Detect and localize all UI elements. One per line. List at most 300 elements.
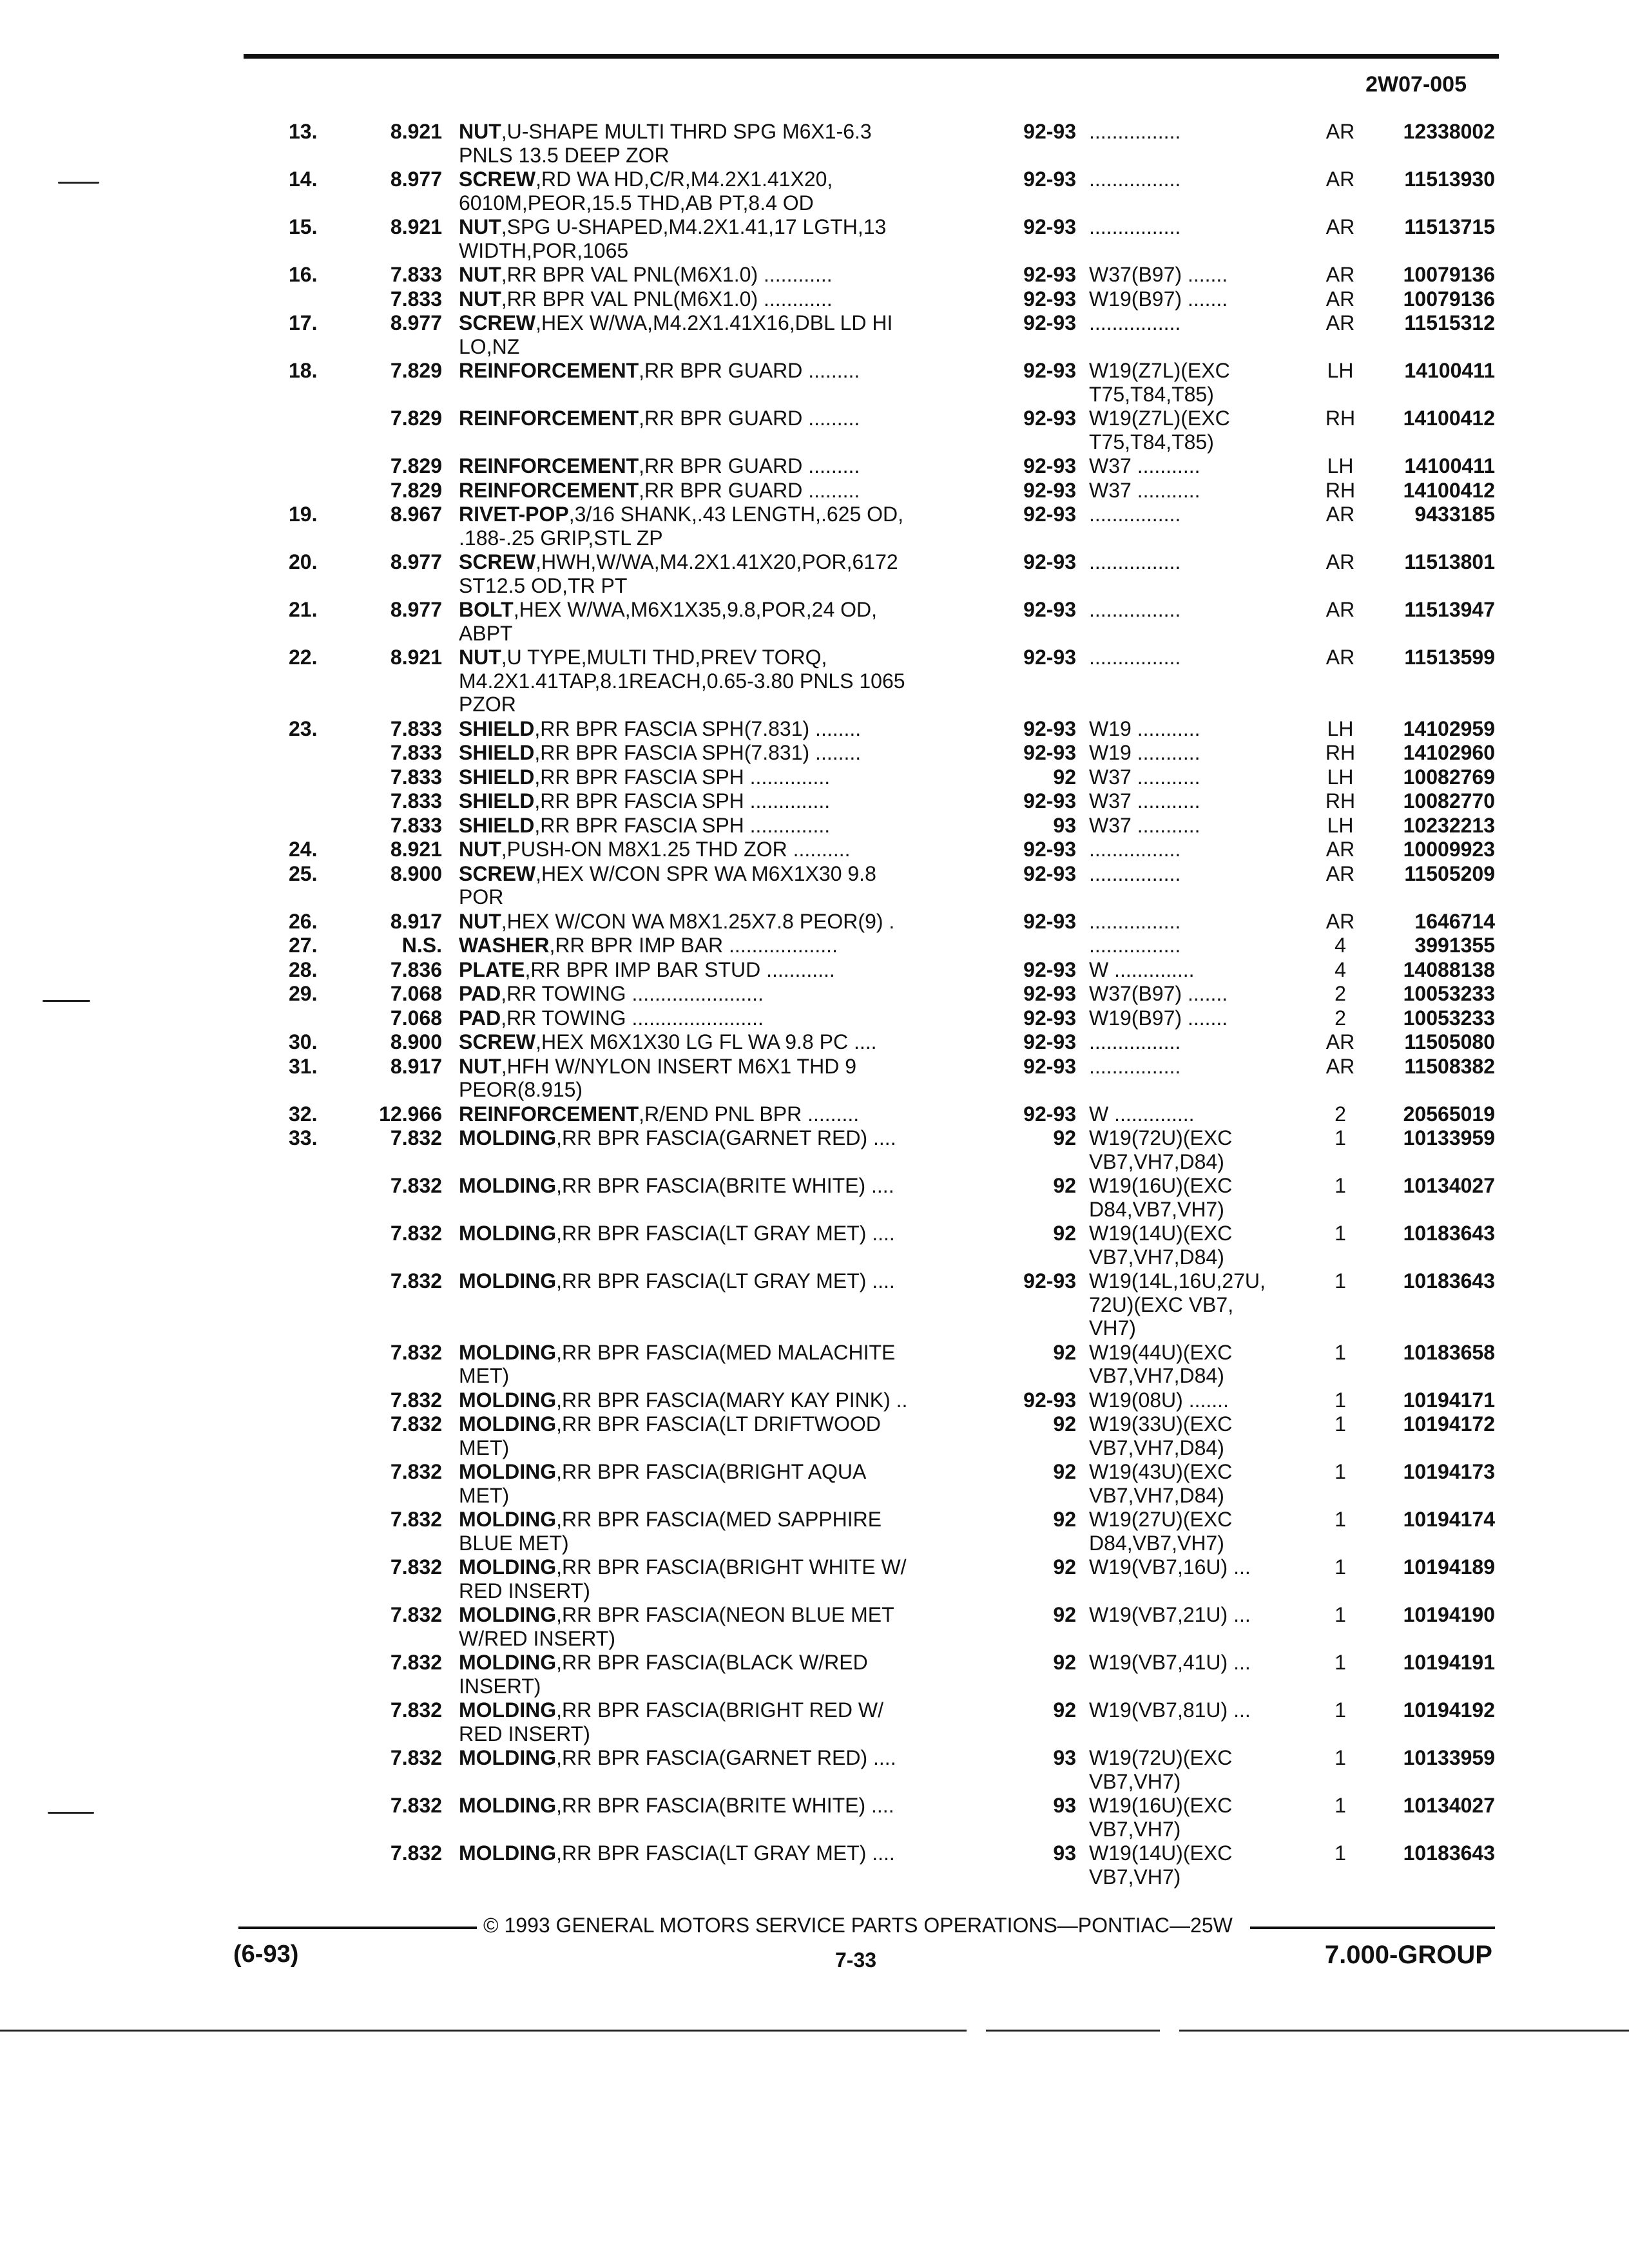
side-or-quantity: AR [1325,909,1355,933]
parts-row [0,550,1629,598]
model-code: W37 ........... [1089,478,1200,502]
page-number: 7-33 [835,1948,877,1972]
part-detail: ,RR BPR FASCIA(LT GRAY MET) .... [556,1222,895,1245]
group-number: 8.917 [390,909,442,933]
model-years: 92-93 [1023,598,1076,621]
side-or-quantity: 2 [1335,982,1346,1005]
part-name: MOLDING [459,1222,557,1245]
part-number: 14100412 [1403,407,1495,430]
item-number: 31. [289,1054,318,1078]
model-code: ................ [1089,215,1181,238]
side-or-quantity: RH [1325,741,1356,764]
model-code: W37(B97) ....... [1089,263,1228,286]
part-description [459,1055,1007,1102]
model-code-continued: D84,VB7,VH7) [1089,1197,1224,1221]
part-name: SHIELD [459,813,535,837]
side-or-quantity: LH [1327,359,1354,382]
part-description [459,1555,1007,1602]
side-or-quantity: 1 [1335,1126,1346,1149]
part-description [459,862,1007,909]
part-detail: ,RR BPR IMP BAR ................... [549,934,838,957]
part-detail: ,RR BPR FASCIA SPH .............. [534,789,831,812]
model-usage [1089,862,1321,886]
model-years: 92-93 [1023,1006,1076,1030]
model-code: ................ [1089,503,1181,526]
part-name: MOLDING [459,1340,557,1364]
parts-row [0,910,1629,934]
group-number: 7.832 [390,1603,442,1626]
part-detail-continued: BLUE MET) [459,1531,569,1555]
item-number: 18. [289,359,318,382]
parts-row [0,1269,1629,1341]
model-years: 93 [1053,1841,1076,1865]
part-description [459,550,1007,597]
part-number: 11513947 [1404,598,1495,621]
part-name: SCREW [459,550,536,573]
part-description [459,598,1007,645]
model-code-continued: VB7,VH7,D84) [1089,1364,1224,1387]
model-years: 92-93 [1023,861,1076,885]
model-years: 92-93 [1023,716,1076,740]
group-number: 7.068 [390,982,442,1005]
part-number: 11513715 [1404,215,1495,238]
part-description [459,814,1007,838]
model-usage [1089,1508,1321,1555]
item-number: 20. [289,550,318,573]
group-number: 7.832 [390,1698,442,1722]
part-detail: ,RR TOWING ....................... [501,1006,764,1030]
model-code: W19(16U)(EXC [1089,1174,1233,1197]
part-detail: ,RR BPR FASCIA(BLACK W/RED [556,1651,868,1674]
part-number: 11508382 [1404,1054,1495,1078]
model-years: 92-93 [1023,982,1076,1005]
part-description [459,982,1007,1006]
group-number: 7.833 [390,765,442,789]
model-years: 92 [1053,1508,1076,1531]
item-number: 27. [289,934,318,957]
model-code-continued: 72U)(EXC VB7, [1089,1293,1234,1316]
side-or-quantity: 1 [1335,1174,1346,1197]
model-years: 92-93 [1023,454,1076,477]
part-name: NUT [459,646,501,669]
part-name: NUT [459,120,501,143]
model-usage [1089,789,1321,813]
parts-row [0,1508,1629,1555]
part-name: NUT [459,838,501,861]
part-name: MOLDING [459,1555,557,1579]
part-number: 10194172 [1403,1412,1495,1436]
model-code-continued: VB7,VH7,D84) [1089,1149,1224,1173]
part-detail: ,RR BPR FASCIA(BRIGHT AQUA [556,1460,867,1483]
model-usage [1089,359,1321,406]
part-name: PAD [459,982,501,1005]
model-years: 92 [1053,1340,1076,1364]
part-name: MOLDING [459,1603,557,1626]
part-number: 14100411 [1404,359,1495,382]
model-code: ................ [1089,838,1181,861]
model-code-continued: VB7,VH7,D84) [1089,1436,1224,1459]
model-code: W19(16U)(EXC [1089,1794,1233,1817]
model-usage [1089,263,1321,287]
part-description [459,838,1007,861]
model-code: W37 ........... [1089,789,1200,812]
side-or-quantity: AR [1325,598,1355,621]
part-number: 14102959 [1403,716,1495,740]
part-number: 11515312 [1404,311,1495,334]
part-description [459,503,1007,550]
part-number: 11505080 [1404,1030,1495,1053]
part-description [459,120,1007,167]
group-number: 8.900 [390,861,442,885]
parts-row [0,1174,1629,1222]
part-description [459,287,1007,311]
parts-row [0,1555,1629,1603]
part-detail: ,RR BPR GUARD ......... [639,359,860,382]
part-name: NUT [459,263,501,286]
part-detail: ,RR TOWING ....................... [501,982,764,1005]
footer-rule-left [238,1927,477,1929]
part-detail-continued: RED INSERT) [459,1722,590,1745]
side-or-quantity: 1 [1335,1555,1346,1579]
model-usage [1089,910,1321,934]
catalog-code: 2W07-005 [1365,72,1467,97]
parts-row [0,168,1629,215]
model-code-continued: VB7,VH7) [1089,1769,1181,1793]
side-or-quantity: AR [1325,861,1355,885]
part-detail: ,U-SHAPE MULTI THRD SPG M6X1-6.3 [501,120,872,143]
model-years: 92-93 [1023,646,1076,669]
part-detail: ,HFH W/NYLON INSERT M6X1 THD 9 [501,1054,856,1078]
side-or-quantity: 1 [1335,1698,1346,1722]
model-usage [1089,1174,1321,1221]
model-years: 92-93 [1023,1030,1076,1053]
model-code-continued: VB7,VH7) [1089,1865,1181,1888]
group-number: 8.921 [390,120,442,143]
group-number: 8.967 [390,503,442,526]
part-detail-continued: .188-.25 GRIP,STL ZP [459,526,663,550]
model-usage [1089,1126,1321,1173]
model-years: 92 [1053,1126,1076,1149]
side-or-quantity: 1 [1335,1460,1346,1483]
group-number: 7.832 [390,1269,442,1293]
model-usage [1089,838,1321,861]
side-or-quantity: AR [1325,550,1355,573]
model-usage [1089,120,1321,144]
model-usage [1089,1841,1321,1888]
side-or-quantity: 1 [1335,1794,1346,1817]
part-number: 10082770 [1403,789,1495,812]
model-code: ................ [1089,598,1181,621]
model-years: 92 [1053,1412,1076,1436]
part-number: 10082769 [1403,765,1495,789]
side-or-quantity: LH [1327,716,1354,740]
model-usage [1089,168,1321,191]
model-usage [1089,934,1321,957]
part-description [459,717,1007,741]
part-description [459,215,1007,262]
group-number: 8.921 [390,838,442,861]
model-years: 92-93 [1023,263,1076,286]
part-number: 10183643 [1403,1222,1495,1245]
model-years: 92 [1053,1222,1076,1245]
edition-date: (6-93) [233,1941,299,1968]
group-number: 7.833 [390,287,442,311]
part-detail-continued: MET) [459,1436,510,1459]
parts-row [0,765,1629,790]
model-code: W19(Z7L)(EXC [1089,359,1230,382]
item-number: 29. [289,982,318,1005]
part-number: 10183658 [1403,1340,1495,1364]
parts-row [0,287,1629,312]
item-number: 30. [289,1030,318,1053]
model-usage [1089,765,1321,789]
side-or-quantity: LH [1327,813,1354,837]
item-number: 13. [289,120,318,143]
part-description [459,1341,1007,1388]
part-name: MOLDING [459,1794,557,1817]
part-detail: ,RR BPR VAL PNL(M6X1.0) ............ [501,287,833,311]
model-usage [1089,1006,1321,1030]
model-usage [1089,646,1321,669]
part-detail: ,RR BPR FASCIA(GARNET RED) .... [556,1746,896,1769]
part-description [459,646,1007,716]
side-or-quantity: 1 [1335,1388,1346,1412]
model-years: 93 [1053,813,1076,837]
side-or-quantity: 1 [1335,1746,1346,1769]
side-or-quantity: LH [1327,765,1354,789]
parts-row [0,1841,1629,1889]
model-code: W19 ........... [1089,716,1200,740]
parts-row [0,1222,1629,1269]
part-description [459,1126,1007,1150]
part-name: MOLDING [459,1746,557,1769]
model-years: 92-93 [1023,909,1076,933]
part-detail-continued: MET) [459,1364,510,1387]
group-number: 7.832 [390,1388,442,1412]
model-years: 92 [1053,1603,1076,1626]
parts-row [0,1126,1629,1174]
part-name: SCREW [459,861,536,885]
part-detail-continued: M4.2X1.41TAP,8.1REACH,0.65-3.80 PNLS 1065 [459,669,905,693]
model-years: 92-93 [1023,478,1076,502]
part-description [459,168,1007,215]
footer-rule-right [1250,1927,1495,1929]
part-detail: ,RR BPR FASCIA(MARY KAY PINK) .. [556,1388,908,1412]
model-code: W19(VB7,21U) ... [1089,1603,1251,1626]
binder-mark [43,1000,90,1002]
model-years: 92 [1053,1460,1076,1483]
model-years: 92-93 [1023,215,1076,238]
model-code: ................ [1089,909,1181,933]
model-code-continued: VB7,VH7,D84) [1089,1245,1224,1269]
part-detail: ,RR BPR FASCIA(NEON BLUE MET [556,1603,894,1626]
parts-row [0,598,1629,646]
part-description [459,1389,1007,1412]
group-number: 7.833 [390,813,442,837]
part-detail: ,RR BPR VAL PNL(M6X1.0) ............ [501,263,833,286]
part-name: MOLDING [459,1388,557,1412]
model-usage [1089,1030,1321,1054]
part-name: MOLDING [459,1174,557,1197]
part-name: BOLT [459,598,514,621]
model-years: 93 [1053,1746,1076,1769]
model-usage [1089,479,1321,503]
model-code: ................ [1089,646,1181,669]
model-years: 92-93 [1023,503,1076,526]
model-code: ................ [1089,168,1181,191]
part-description [459,1508,1007,1555]
part-detail: ,RR BPR FASCIA(LT GRAY MET) .... [556,1269,895,1293]
part-detail: ,RR BPR GUARD ......... [639,478,860,502]
part-description [459,934,1007,957]
group-number: 7.836 [390,957,442,981]
part-detail: ,RR BPR FASCIA SPH(7.831) ........ [534,716,862,740]
part-description [459,910,1007,934]
part-number: 11513599 [1404,646,1495,669]
side-or-quantity: AR [1325,120,1355,143]
group-number: 8.921 [390,646,442,669]
parts-row [0,407,1629,454]
side-or-quantity: AR [1325,1054,1355,1078]
part-detail: ,RR BPR FASCIA(BRIGHT RED W/ [556,1698,883,1722]
part-name: PLATE [459,957,525,981]
model-usage [1089,1460,1321,1507]
parts-row [0,454,1629,479]
part-detail: ,RR BPR FASCIA(MED MALACHITE [556,1340,896,1364]
part-description [459,1460,1007,1507]
item-number: 28. [289,957,318,981]
parts-row [0,717,1629,742]
group-number: N.S. [401,934,442,957]
group-number: 7.833 [390,741,442,764]
part-number: 14102960 [1403,741,1495,764]
parts-list [0,120,1629,1889]
parts-row [0,359,1629,407]
part-detail-continued: 6010M,PEOR,15.5 THD,AB PT,8.4 OD [459,191,814,215]
part-detail: ,RR BPR FASCIA(BRIGHT WHITE W/ [556,1555,907,1579]
parts-row [0,646,1629,717]
part-description [459,1174,1007,1198]
group-number: 8.977 [390,598,442,621]
parts-row [0,1794,1629,1841]
group-number: 8.917 [390,1054,442,1078]
group-number: 7.832 [390,1174,442,1197]
model-code: ................ [1089,861,1181,885]
item-number: 14. [289,168,318,191]
side-or-quantity: 1 [1335,1222,1346,1245]
part-number: 10232213 [1403,813,1495,837]
side-or-quantity: LH [1327,454,1354,477]
part-number: 10194191 [1403,1651,1495,1674]
side-or-quantity: 1 [1335,1412,1346,1436]
part-name: MOLDING [459,1651,557,1674]
part-number: 10194171 [1403,1388,1495,1412]
model-years: 92-93 [1023,957,1076,981]
part-name: RIVET-POP [459,503,569,526]
parts-row [0,838,1629,862]
group-number: 7.832 [390,1340,442,1364]
part-description [459,958,1007,982]
model-years: 92-93 [1023,741,1076,764]
model-usage [1089,1341,1321,1388]
part-detail: ,RR BPR FASCIA(BRITE WHITE) .... [556,1174,894,1197]
parts-row [0,741,1629,765]
model-years: 92-93 [1023,120,1076,143]
model-code: W19(14U)(EXC [1089,1841,1233,1865]
model-usage [1089,407,1321,454]
group-number: 7.832 [390,1746,442,1769]
part-name: SCREW [459,168,536,191]
part-name: SHIELD [459,765,535,789]
parts-row [0,1389,1629,1413]
model-years: 92 [1053,1698,1076,1722]
model-usage [1089,287,1321,311]
part-number: 10183643 [1403,1269,1495,1293]
group-number: 8.977 [390,550,442,573]
model-code: ................ [1089,1030,1181,1053]
part-detail-continued: PZOR [459,693,516,716]
part-detail: ,SPG U-SHAPED,M4.2X1.41,17 LGTH,13 [501,215,887,238]
part-name: SHIELD [459,716,535,740]
side-or-quantity: 1 [1335,1651,1346,1674]
model-code: W19(33U)(EXC [1089,1412,1233,1436]
model-code: W19(VB7,81U) ... [1089,1698,1251,1722]
parts-row [0,1412,1629,1460]
model-code: ................ [1089,550,1181,573]
model-years: 92-93 [1023,838,1076,861]
parts-row [0,1603,1629,1651]
model-code: W19(72U)(EXC [1089,1746,1233,1769]
part-detail: ,HEX W/WA,M6X1X35,9.8,POR,24 OD, [513,598,878,621]
model-usage [1089,550,1321,574]
model-usage [1089,1794,1321,1841]
part-number: 10134027 [1403,1174,1495,1197]
parts-row [0,1006,1629,1031]
item-number: 15. [289,215,318,238]
parts-row [0,1651,1629,1698]
item-number: 17. [289,311,318,334]
side-or-quantity: 4 [1335,957,1346,981]
part-description [459,1006,1007,1030]
part-detail: ,RR BPR FASCIA SPH(7.831) ........ [534,741,862,764]
model-years: 92 [1053,765,1076,789]
model-code-continued: VB7,VH7) [1089,1817,1181,1841]
part-detail-continued: RED INSERT) [459,1579,590,1602]
part-name: REINFORCEMENT [459,1102,639,1126]
part-detail-continued: PNLS 13.5 DEEP ZOR [459,143,670,167]
model-years: 92-93 [1023,168,1076,191]
model-code: W19(B97) ....... [1089,1006,1228,1030]
model-usage [1089,503,1321,526]
part-number: 12338002 [1403,120,1495,143]
group-number: 7.832 [390,1841,442,1865]
side-or-quantity: RH [1325,478,1356,502]
group-number: 7.832 [390,1126,442,1149]
model-code-continued: T75,T84,T85) [1089,382,1214,406]
item-number: 22. [289,646,318,669]
model-usage [1089,1222,1321,1269]
model-code: W19 ........... [1089,741,1200,764]
part-number: 10053233 [1403,1006,1495,1030]
part-detail: ,HEX W/CON SPR WA M6X1X30 9.8 [535,861,876,885]
part-description [459,1102,1007,1126]
parts-row [0,263,1629,287]
side-or-quantity: 1 [1335,1603,1346,1626]
side-or-quantity: AR [1325,287,1355,311]
binder-mark [58,182,99,184]
group-number: 7.829 [390,478,442,502]
part-detail-continued: WIDTH,POR,1065 [459,238,629,262]
